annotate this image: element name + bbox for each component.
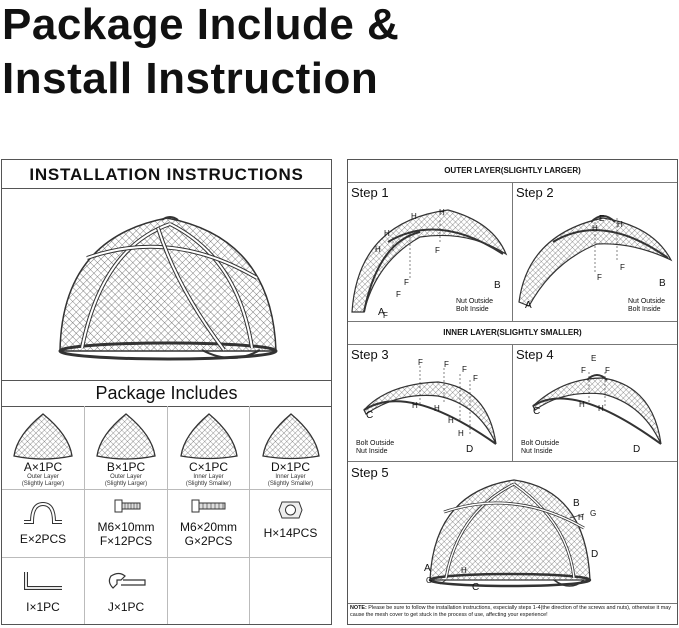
part-j (85, 558, 168, 624)
step-3-title: Step 3 (351, 347, 389, 362)
part-c-sub1: Inner Layer (193, 474, 224, 480)
outer-layer-panel-icon (2, 410, 85, 460)
label-h: H (439, 208, 445, 217)
part-h-label: H×14PCS (263, 526, 318, 540)
part-d-sub2: (Slightly Smaller) (267, 481, 314, 487)
label-f: F (473, 374, 478, 383)
hex-key-icon (2, 566, 85, 596)
part-e-label: E×2PCS (19, 532, 67, 546)
label-c: C (366, 410, 374, 421)
part-f-label2: F×12PCS (99, 534, 153, 548)
part-b (85, 406, 168, 490)
legend-nut-outside: Nut Outside (456, 298, 493, 305)
label-h: H (411, 212, 417, 221)
assembled-dome-illustration (2, 188, 331, 381)
label-f: F (462, 365, 467, 374)
step-5-diagram-icon (348, 462, 677, 604)
wrench-icon (85, 566, 168, 596)
label-h: H (617, 220, 623, 229)
inner-layer-panel-icon (250, 410, 331, 460)
label-h: H (578, 513, 584, 522)
label-e: E (599, 214, 605, 223)
step-4-cell (513, 344, 677, 462)
label-h: H (579, 400, 585, 409)
part-g-label2: G×2PCS (184, 534, 233, 548)
legend-bolt-inside: Bolt Inside (456, 306, 489, 313)
part-j-label: J×1PC (107, 600, 145, 614)
label-b: B (659, 278, 666, 289)
label-g: G (426, 576, 433, 585)
empty-cell (168, 558, 250, 624)
part-b-sub1: Outer Layer (110, 474, 142, 480)
part-a-label: A×1PC (23, 460, 63, 474)
empty-cell (250, 558, 331, 624)
step-2-legend (628, 298, 665, 314)
label-h: H (458, 429, 464, 438)
step-5-cell (348, 462, 677, 604)
inner-layer-panel-icon (168, 410, 250, 460)
part-f (85, 490, 168, 558)
package-includes-header: Package Includes (2, 380, 331, 407)
label-h: H (412, 401, 418, 410)
part-g-label1: M6×20mm (179, 520, 238, 534)
step-1-title: Step 1 (351, 185, 389, 200)
label-c: C (472, 582, 480, 593)
part-e (2, 490, 85, 558)
step-2-title: Step 2 (516, 185, 554, 200)
installation-panel (1, 159, 332, 625)
label-g: G (590, 509, 597, 518)
label-f: F (383, 311, 388, 320)
label-f: F (597, 273, 602, 282)
label-a: A (525, 300, 532, 311)
part-d-label: D×1PC (270, 460, 311, 474)
step-4-title: Step 4 (516, 347, 554, 362)
legend-nut-inside: Nut Inside (521, 448, 553, 455)
inner-layer-band: INNER LAYER(SLIGHTLY SMALLER) (348, 322, 677, 345)
part-i-label: I×1PC (26, 600, 60, 614)
step-3-cell (348, 344, 513, 462)
note-label: NOTE: (350, 605, 367, 611)
legend-bolt-inside: Bolt Inside (628, 306, 661, 313)
handle-icon (2, 496, 85, 532)
legend-bolt-outside: Bolt Outside (356, 440, 395, 447)
package-grid (2, 406, 331, 624)
label-h: H (461, 566, 467, 575)
page-title-line-1: Package Include & (2, 0, 400, 49)
label-c: C (533, 406, 541, 417)
part-d-sub1: Inner Layer (275, 474, 306, 480)
label-f: F (581, 366, 586, 375)
step-2-cell (513, 182, 677, 322)
part-h (250, 490, 331, 558)
step-5-title: Step 5 (351, 465, 389, 480)
step-3-legend (356, 440, 394, 456)
step-4-legend (521, 440, 559, 456)
part-a-sub2: (Slightly Larger) (21, 481, 65, 487)
part-d (250, 406, 331, 490)
label-a: A (424, 563, 431, 574)
label-d: D (591, 549, 599, 560)
part-a-sub1: Outer Layer (27, 474, 59, 480)
label-e: E (591, 354, 597, 363)
label-h: H (384, 229, 390, 238)
part-i (2, 558, 85, 624)
dome-icon (2, 188, 331, 380)
short-bolt-icon (85, 494, 168, 520)
part-c-label: C×1PC (188, 460, 229, 474)
steps-panel (347, 159, 678, 625)
part-a (2, 406, 85, 490)
label-h: H (598, 404, 604, 413)
page-title-line-2: Install Instruction (2, 54, 379, 103)
label-f: F (444, 360, 449, 369)
label-f: F (418, 358, 423, 367)
label-d: D (633, 444, 641, 455)
installation-note (350, 605, 676, 619)
step-1-legend (456, 298, 493, 314)
label-h: H (375, 245, 381, 254)
label-b: B (494, 280, 501, 291)
label-a: A (378, 307, 385, 318)
legend-nut-outside: Nut Outside (628, 298, 665, 305)
label-h: H (592, 224, 598, 233)
part-f-label1: M6×10mm (97, 520, 155, 534)
step-1-cell (348, 182, 513, 322)
label-h: H (434, 404, 440, 413)
label-f: F (620, 263, 625, 272)
label-d: D (466, 444, 474, 455)
label-f: F (396, 290, 401, 299)
label-f: F (435, 246, 440, 255)
label-h: H (448, 416, 454, 425)
long-bolt-icon (168, 494, 250, 520)
legend-nut-inside: Nut Inside (356, 448, 388, 455)
part-b-sub2: (Slightly Larger) (104, 481, 148, 487)
part-c-sub2: (Slightly Smaller) (185, 481, 232, 487)
note-text: Please be sure to follow the installation instructions, especially steps 1-4(the direction of the screws and nuts), otherwise it may cause the mesh cover to get stuck in the process of use, affecting your experience! (350, 605, 671, 618)
legend-bolt-outside: Bolt Outside (521, 440, 560, 447)
installation-header: INSTALLATION INSTRUCTIONS (2, 160, 331, 189)
outer-layer-panel-icon (85, 410, 168, 460)
part-c (168, 406, 250, 490)
label-f: F (605, 366, 610, 375)
label-b: B (573, 498, 580, 509)
label-f: F (404, 278, 409, 287)
part-b-label: B×1PC (106, 460, 146, 474)
part-g (168, 490, 250, 558)
outer-layer-band: OUTER LAYER(SLIGHTLY LARGER) (348, 160, 677, 183)
nut-icon (250, 494, 331, 524)
